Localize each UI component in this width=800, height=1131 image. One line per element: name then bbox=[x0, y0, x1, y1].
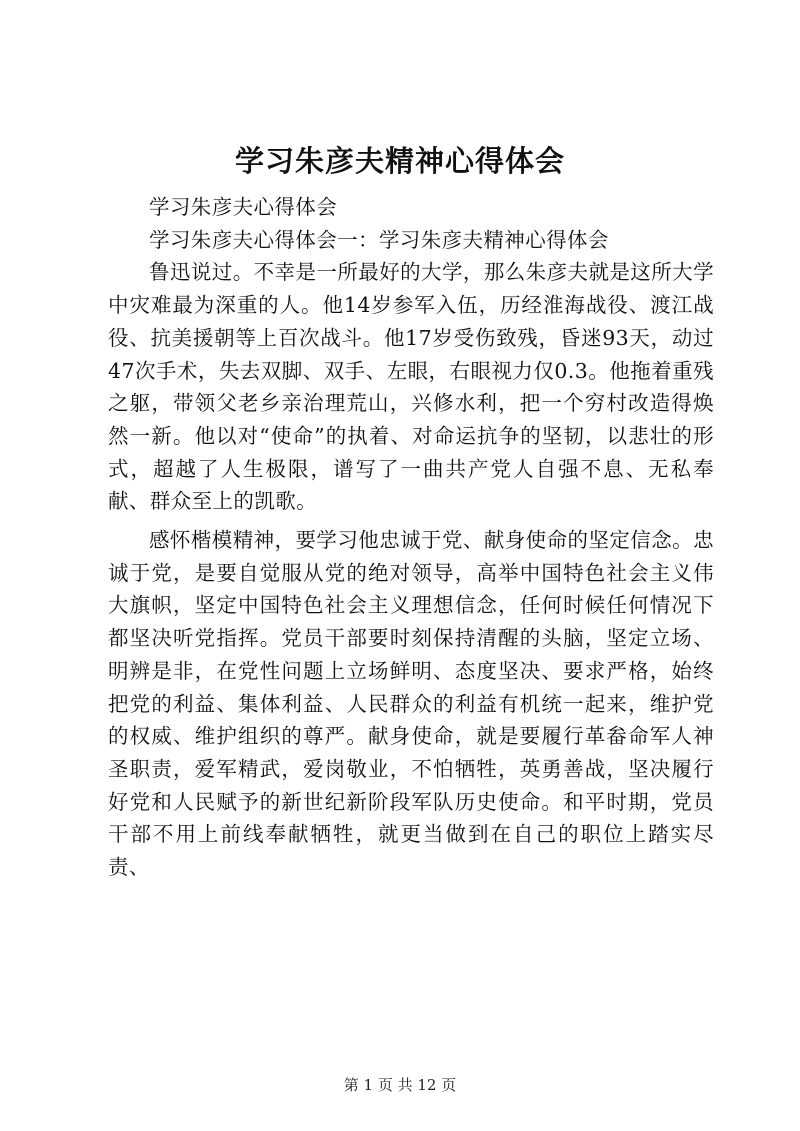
body-paragraph: 鲁迅说过。不幸是一所最好的大学，那么朱彦夫就是这所大学中灾难最为深重的人。他14岁参军入伍，历经淮海战役、渡江战役、抗美援朝等上百次战斗。他17岁受伤致残，昏迷93天，动过47次手术，失去双脚、双手、左眼，右眼视力仅0.3。他拖着重残之躯，带领父老乡亲治理荒山，兴修水利，把一个穷村改造得焕然一新。他以对“使命”的执着、对命运抗争的坚韧，以悲壮的形式，超越了人生极限，谱写了一曲共产党人自强不息、无私奉献、群众至上的凯歌。 bbox=[108, 260, 714, 514]
document-body bbox=[108, 191, 714, 884]
subtitle-paragraph: 学习朱彦夫心得体会 bbox=[149, 195, 338, 219]
page-footer: 第 1 页 共 12 页 bbox=[343, 1076, 457, 1094]
body-paragraph: 感怀楷模精神，要学习他忠诚于党、献身使命的坚定信念。忠诚于党，是要自觉服从党的绝对领导，高举中国特色社会主义伟大旗帜，坚定中国特色社会主义理想信念，任何时候任何情况下都坚决听党指挥。党员干部要时刻保持清醒的头脑，坚定立场、明辨是非，在党性问题上立场鲜明、态度坚决、要求严格，始终把党的利益、集体利益、人民群众的利益有机统一起来，维护党的权威、维护组织的尊严。献身使命，就是要履行革畚命军人神圣职责，爱军精武，爱岗敬业，不怕牺牲，英勇善战，坚决履行好党和人民赋予的新世纪新阶段军队历史使命。和平时期，党员干部不用上前线奉献牺牲，就更当做到在自己的职位上踏实尽责、 bbox=[108, 528, 714, 880]
document-title: 学习朱彦夫精神心得体会 bbox=[234, 144, 565, 178]
section-heading-paragraph: 学习朱彦夫心得体会一：学习朱彦夫精神心得体会 bbox=[149, 227, 609, 252]
